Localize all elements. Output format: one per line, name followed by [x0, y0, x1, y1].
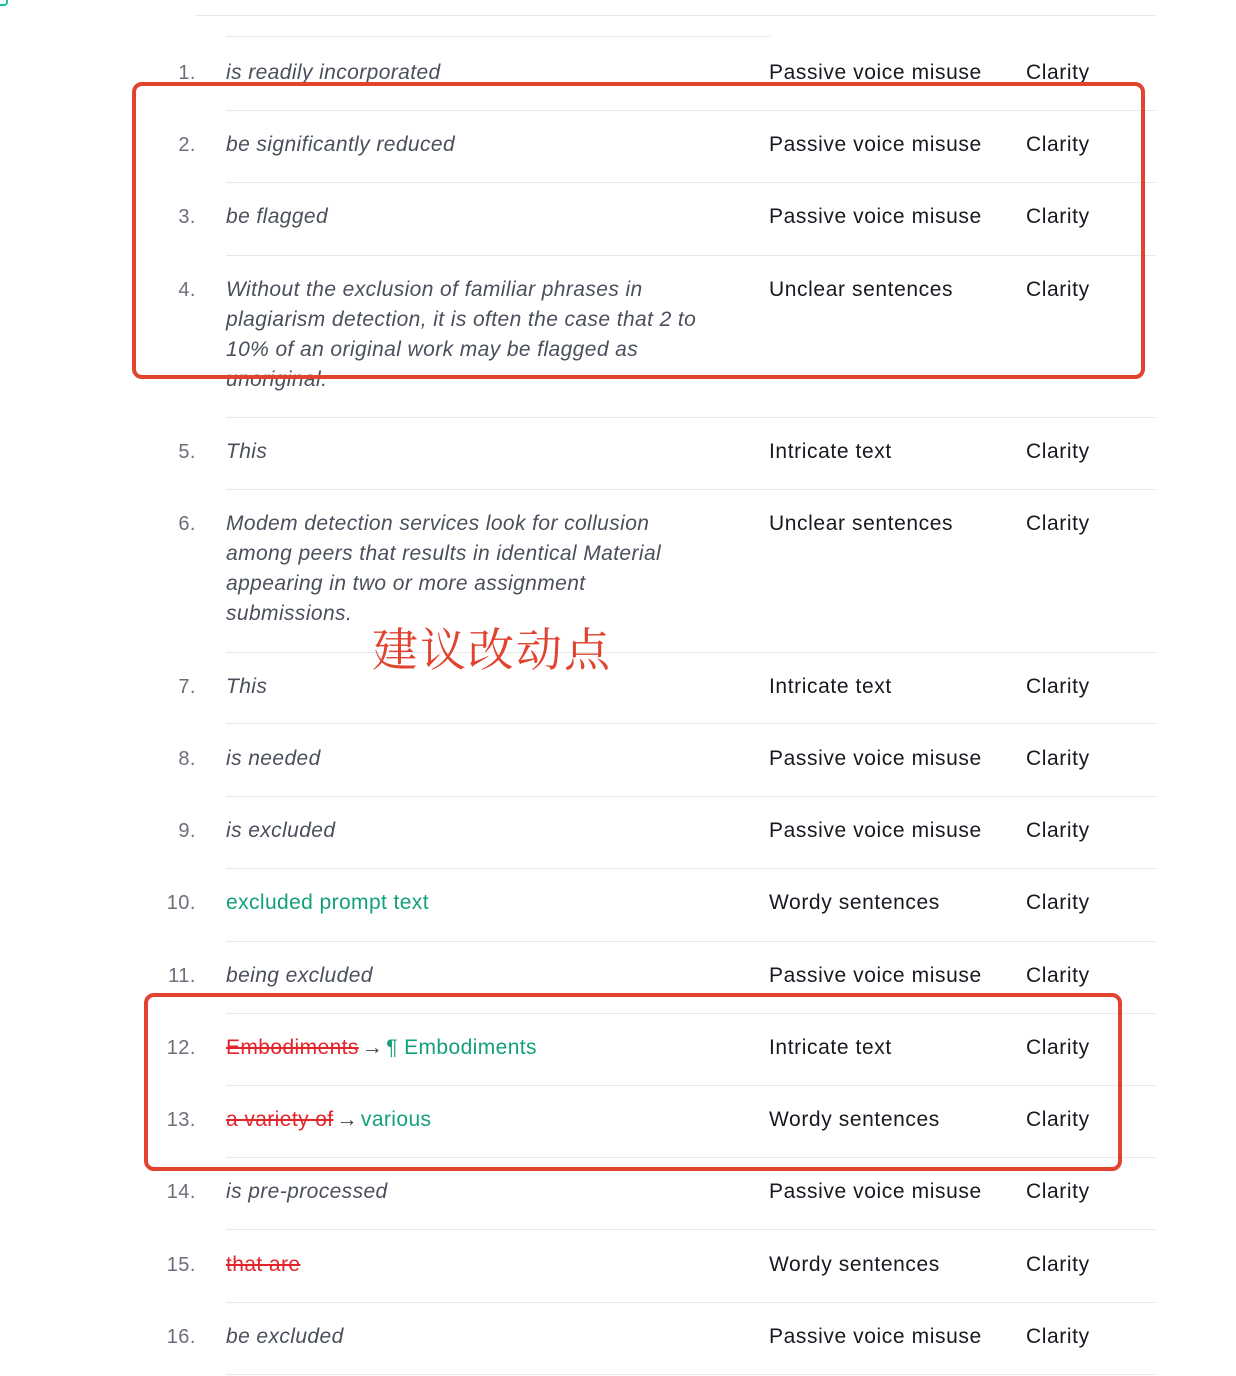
- issue-category: Clarity: [1026, 1036, 1090, 1059]
- row-number: 4.: [178, 279, 196, 301]
- issue-category: Clarity: [1026, 747, 1090, 770]
- issue-category: Clarity: [1026, 964, 1090, 987]
- issue-category: Clarity: [1026, 278, 1090, 301]
- issue-category: Clarity: [1026, 1180, 1090, 1203]
- issue-type: Passive voice misuse: [769, 747, 982, 770]
- flagged-phrase[interactable]: is excluded: [226, 819, 336, 842]
- issue-type: Passive voice misuse: [769, 1180, 982, 1203]
- flagged-phrase[interactable]: is readily incorporated: [226, 61, 441, 84]
- flagged-phrase[interactable]: be significantly reduced: [226, 133, 456, 156]
- issue-type: Unclear sentences: [769, 278, 954, 301]
- divider: [195, 15, 1156, 16]
- issue-category: Clarity: [1026, 61, 1090, 84]
- issue-category: Clarity: [1026, 1108, 1090, 1131]
- row-divider: [226, 489, 1156, 490]
- row-number: 15.: [166, 1254, 196, 1276]
- row-number: 3.: [178, 206, 196, 228]
- issue-category: Clarity: [1026, 133, 1090, 156]
- flagged-phrase[interactable]: is pre-processed: [226, 1180, 388, 1203]
- row-number: 1.: [178, 62, 196, 84]
- issue-type: Passive voice misuse: [769, 205, 982, 228]
- issue-type: Passive voice misuse: [769, 133, 982, 156]
- row-number: 6.: [178, 513, 196, 535]
- highlight-box: [132, 82, 1145, 379]
- issue-type: Passive voice misuse: [769, 819, 982, 842]
- issue-category: Clarity: [1026, 891, 1090, 914]
- row-number: 13.: [166, 1109, 196, 1131]
- flagged-phrase[interactable]: be excluded: [226, 1325, 344, 1348]
- flagged-phrase[interactable]: This: [226, 675, 268, 698]
- row-number: 5.: [178, 441, 196, 463]
- row-number: 16.: [166, 1326, 196, 1348]
- deleted-text: Embodiments: [226, 1036, 359, 1059]
- row-number: 12.: [166, 1037, 196, 1059]
- row-number: 2.: [178, 134, 196, 156]
- issue-category: Clarity: [1026, 675, 1090, 698]
- row-divider: [226, 417, 1156, 418]
- deleted-text: a variety of: [226, 1108, 334, 1131]
- row-divider: [226, 1374, 1156, 1375]
- flagged-phrase[interactable]: be flagged: [226, 205, 329, 228]
- suggested-phrase[interactable]: excluded prompt text: [226, 891, 429, 914]
- suggestion[interactable]: [226, 1250, 736, 1280]
- flagged-phrase[interactable]: is needed: [226, 747, 321, 770]
- issue-type: Wordy sentences: [769, 1108, 940, 1131]
- arrow-right-icon: →: [361, 1036, 384, 1059]
- highlight-box: [144, 993, 1122, 1171]
- issue-type: Intricate text: [769, 675, 892, 698]
- row-divider: [226, 796, 1156, 797]
- row-divider: [226, 1229, 1156, 1230]
- flagged-phrase[interactable]: being excluded: [226, 964, 373, 987]
- row-divider: [226, 941, 1156, 942]
- flagged-phrase[interactable]: Modem detection services look for collusion among peers that results in identical Material appearing in two or more assignment submissions.: [226, 512, 662, 625]
- issue-category: Clarity: [1026, 819, 1090, 842]
- checkmark-icon: [0, 0, 8, 6]
- issue-type: Passive voice misuse: [769, 964, 982, 987]
- issue-type: Intricate text: [769, 1036, 892, 1059]
- issue-category: Clarity: [1026, 205, 1090, 228]
- issue-type: Unclear sentences: [769, 512, 954, 535]
- row-number: 10.: [166, 892, 196, 914]
- issue-type: Intricate text: [769, 440, 892, 463]
- annotation-label: 建议改动点: [372, 623, 612, 677]
- issue-category: Clarity: [1026, 1253, 1090, 1276]
- row-number: 11.: [168, 965, 196, 987]
- inserted-text: various: [360, 1108, 432, 1131]
- row-divider: [226, 868, 1156, 869]
- flagged-phrase[interactable]: This: [226, 440, 268, 463]
- inserted-text: ¶ Embodiments: [386, 1036, 537, 1059]
- row-divider: [226, 1302, 1156, 1303]
- row-divider: [226, 723, 1156, 724]
- issue-category: Clarity: [1026, 440, 1090, 463]
- row-divider: [226, 652, 1156, 653]
- divider: [226, 36, 771, 37]
- issue-type: Passive voice misuse: [769, 1325, 982, 1348]
- row-number: 14.: [166, 1181, 196, 1203]
- row-number: 7.: [178, 676, 196, 698]
- row-number: 9.: [178, 820, 196, 842]
- issue-type: Wordy sentences: [769, 891, 940, 914]
- issue-type: Passive voice misuse: [769, 61, 982, 84]
- issue-type: Wordy sentences: [769, 1253, 940, 1276]
- deleted-text: that are: [226, 1253, 301, 1276]
- arrow-right-icon: →: [336, 1108, 358, 1131]
- issue-category: Clarity: [1026, 512, 1090, 535]
- issue-category: Clarity: [1026, 1325, 1090, 1348]
- flagged-phrase[interactable]: Without the exclusion of familiar phrases in plagiarism detection, it is often the case that 2 to 10% of an original work may be flagged as unoriginal.: [226, 278, 697, 391]
- row-number: 8.: [178, 748, 196, 770]
